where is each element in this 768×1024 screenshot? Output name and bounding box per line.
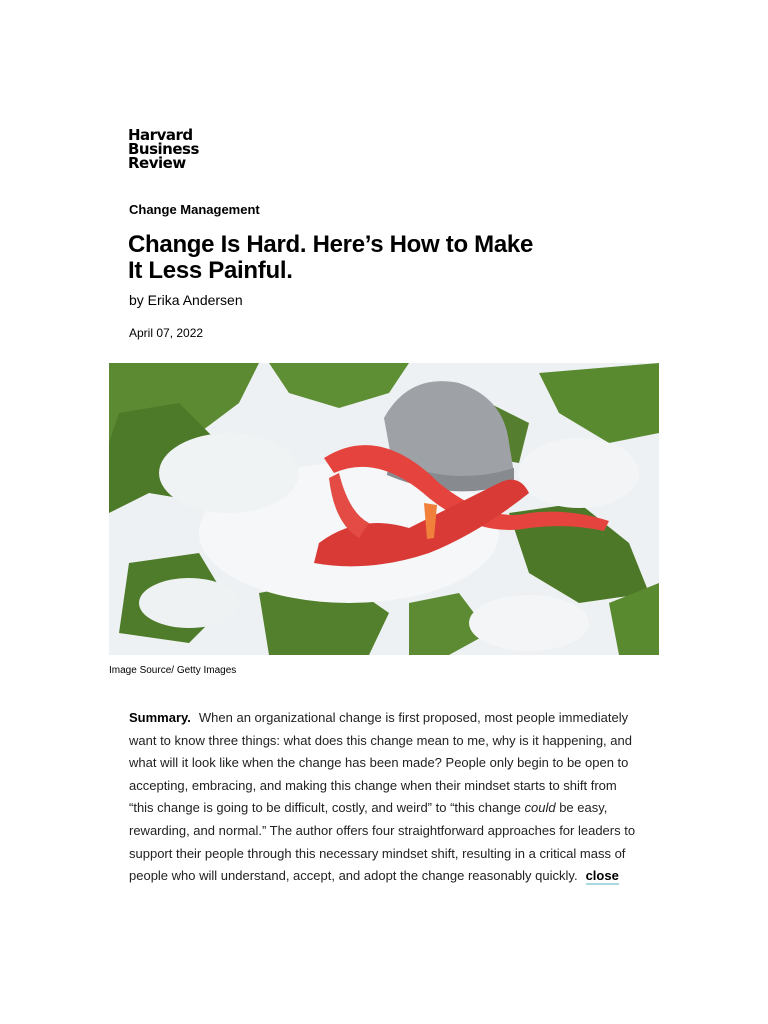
article-summary bbox=[129, 707, 639, 888]
logo-line-business: Business bbox=[128, 140, 199, 158]
summary-text-part-2: be easy, rewarding, and normal.” The author offers four straightforward approaches for leaders to support their people through this necessary mindset shift, resulting in a critical mass of people who will understand, accept, and adopt the change reasonably quickly. bbox=[129, 800, 636, 884]
hbr-logo[interactable] bbox=[128, 128, 238, 170]
melted-snowman-illustration bbox=[109, 363, 659, 655]
article-byline: by Erika Andersen bbox=[129, 292, 243, 308]
summary-emphasis: could bbox=[524, 800, 556, 816]
topic-label[interactable]: Change Management bbox=[129, 202, 260, 217]
summary-text-part-1: When an organizational change is first proposed, most people immediately want to know three things: what does this change mean to me, why is it happening, and what will it look like when the change has been made? People only begin to be open to accepting, embracing, and making this change when their mindset starts to shift from “this change is going to be difficult, costly, and weird” to “this change bbox=[129, 710, 632, 816]
article-date: April 07, 2022 bbox=[129, 326, 204, 340]
image-credit: Image Source/ Getty Images bbox=[109, 665, 237, 676]
article-headline: Change Is Hard. Here’s How to Make It Less Painful. bbox=[128, 231, 534, 284]
logo-line-harvard: Harvard bbox=[128, 126, 193, 144]
summary-label: Summary. bbox=[129, 710, 191, 725]
summary-close-link[interactable]: close bbox=[585, 868, 619, 884]
logo-line-review: Review bbox=[128, 154, 186, 172]
hero-image bbox=[109, 363, 659, 655]
